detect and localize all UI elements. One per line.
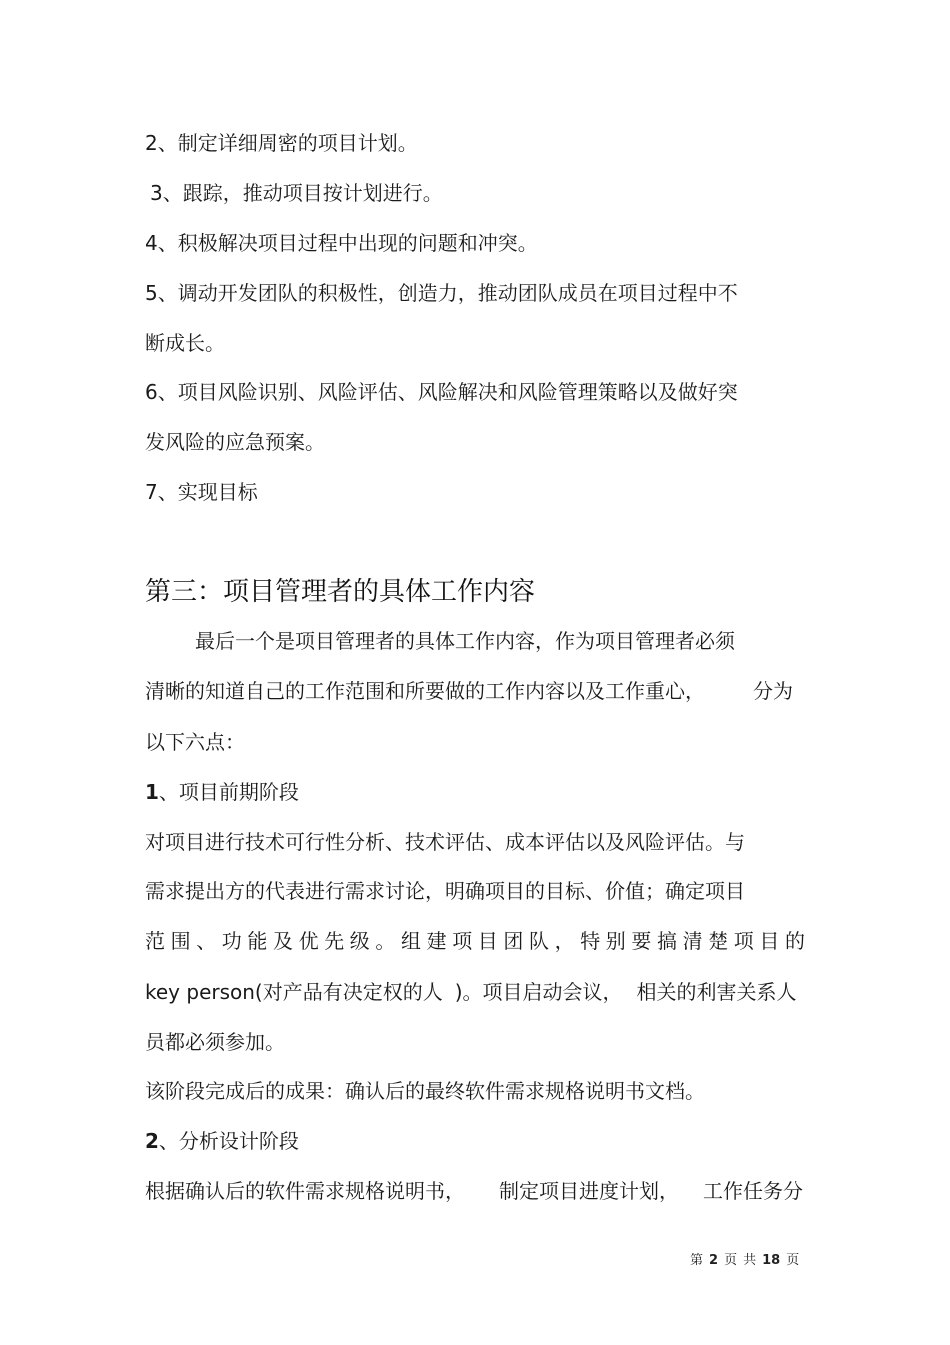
list-item-5-line-1: 5、调动开发团队的积极性，创造力，推动团队成员在项目过程中不 (145, 281, 738, 305)
page-footer (690, 1252, 805, 1270)
footer-ye-2: 页 (786, 1253, 800, 1268)
list-item-7: 7、实现目标 (145, 480, 258, 504)
phase-1-title-text: 、项目前期阶段 (158, 780, 299, 804)
intro-line-2-tail: 分为 (753, 679, 793, 703)
list-item-2: 2、制定详细周密的项目计划。 (145, 131, 418, 155)
phase-1-title (145, 778, 299, 806)
phase-2-title-text: 、分析设计阶段 (158, 1129, 299, 1153)
intro-line-1: 最后一个是项目管理者的具体工作内容，作为项目管理者必须 (195, 629, 735, 653)
phase-2-line-1-b: 制定项目进度计划， (499, 1179, 679, 1203)
phase-1-line-4-b: )。项目启动会议， (454, 980, 623, 1004)
footer-gong: 共 (743, 1253, 757, 1268)
list-item-4: 4、积极解决项目过程中出现的问题和冲突。 (145, 231, 538, 255)
intro-line-2 (145, 677, 793, 705)
phase-2-line-1-c: 工作任务分 (703, 1179, 803, 1203)
list-item-6-line-2: 发风险的应急预案。 (145, 430, 325, 454)
footer-total-pages: 18 (762, 1253, 781, 1268)
list-item-5-line-2: 断成长。 (145, 331, 225, 355)
phase-2-number: 2 (145, 1129, 159, 1153)
intro-line-3: 以下六点： (145, 730, 245, 754)
footer-page-number: 2 (709, 1253, 719, 1268)
phase-1-line-2: 需求提出方的代表进行需求讨论，明确项目的目标、价值；确定项目 (145, 879, 745, 903)
section-heading: 第三：项目管理者的具体工作内容 (145, 577, 536, 607)
phase-1-line-3: 范围、功能及优先级。组建项目团队，特别要搞清楚项目的 (145, 929, 805, 953)
phase-1-number: 1 (145, 780, 159, 804)
phase-2-line-1 (145, 1177, 803, 1205)
phase-2-title (145, 1127, 299, 1155)
footer-di: 第 (690, 1253, 704, 1268)
phase-2-line-1-a: 根据确认后的软件需求规格说明书， (145, 1179, 465, 1203)
list-item-6-line-1: 6、项目风险识别、风险评估、风险解决和风险管理策略以及做好突 (145, 380, 738, 404)
list-item-3: 3、跟踪，推动项目按计划进行。 (150, 181, 443, 205)
phase-1-line-4-a: key person(对产品有决定权的人 (145, 980, 443, 1004)
intro-line-2-text: 清晰的知道自己的工作范围和所要做的工作内容以及工作重心， (145, 679, 705, 703)
phase-1-line-4-c: 相关的利害关系人 (636, 980, 797, 1004)
footer-ye-1: 页 (724, 1253, 738, 1268)
phase-1-line-1: 对项目进行技术可行性分析、技术评估、成本评估以及风险评估。与 (145, 830, 745, 854)
phase-1-line-5: 员都必须参加。 (145, 1030, 285, 1054)
phase-1-line-4 (145, 978, 797, 1006)
phase-1-result: 该阶段完成后的成果：确认后的最终软件需求规格说明书文档。 (145, 1079, 705, 1103)
